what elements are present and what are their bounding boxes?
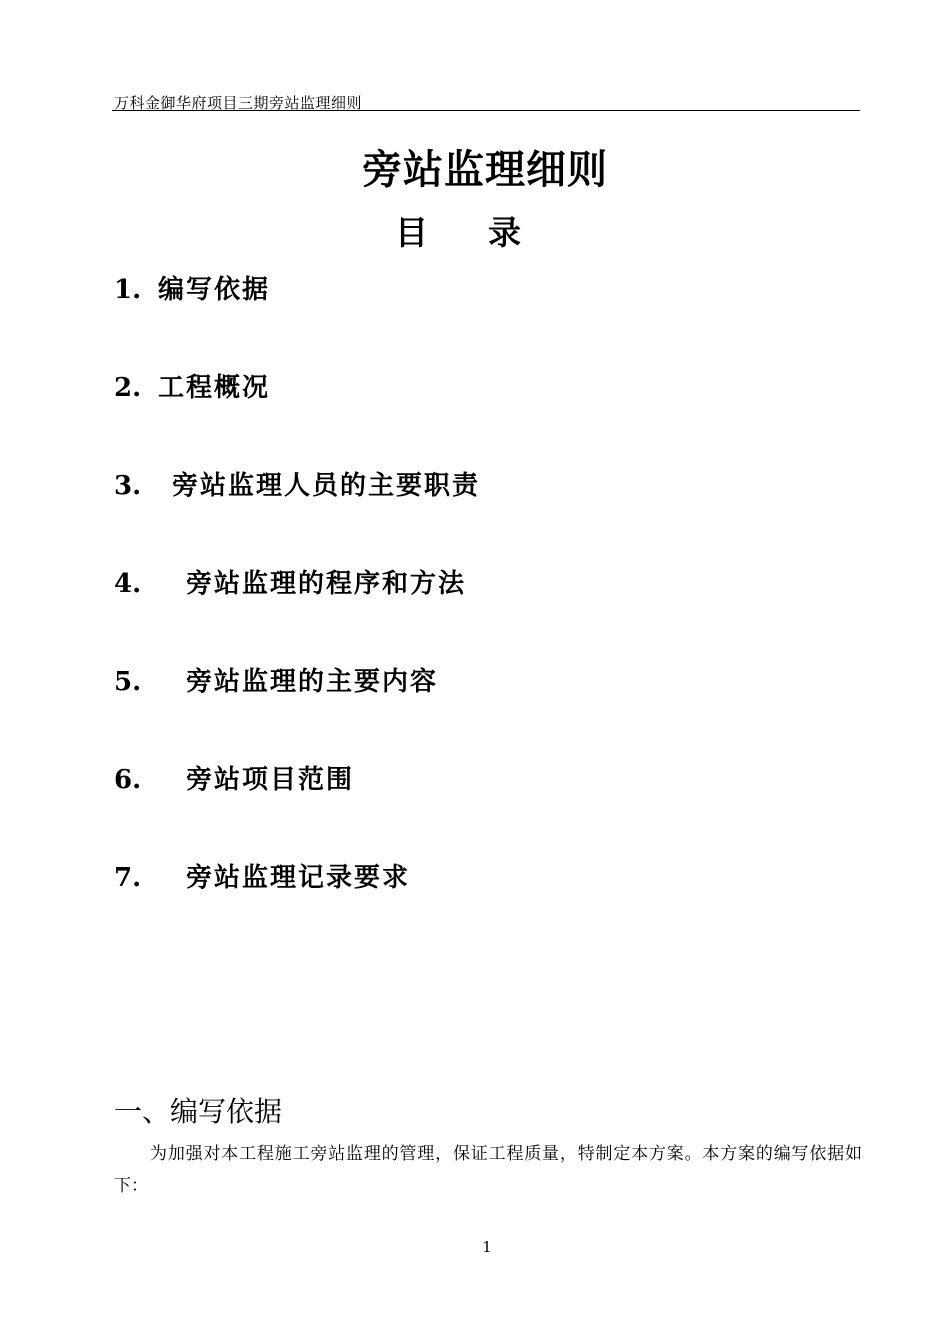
toc-heading: 目录 xyxy=(395,213,581,252)
toc-item-text: 旁站监理的主要内容 xyxy=(186,667,439,697)
toc-item xyxy=(114,465,480,502)
toc-item-text: 编写依据 xyxy=(158,275,271,305)
toc-item-text: 旁站项目范围 xyxy=(186,765,355,795)
toc-item-number: 7. xyxy=(114,863,142,893)
body-paragraph: 为加强对本工程施工旁站监理的管理，保证工程质量，特制定本方案。本方案的编写依据如下： xyxy=(114,1144,862,1196)
toc-item-number: 4. xyxy=(114,569,142,599)
toc-item-text: 旁站监理的程序和方法 xyxy=(186,569,467,599)
toc-item xyxy=(114,661,438,698)
toc-item xyxy=(114,367,270,404)
page-number: 1 xyxy=(482,1238,492,1256)
toc-item-number: 5. xyxy=(114,667,142,697)
toc-item-number: 3. xyxy=(114,471,142,501)
toc-item-text: 旁站监理人员的主要职责 xyxy=(172,471,481,501)
toc-item-number: 6. xyxy=(114,765,142,795)
toc-item-number: 1. xyxy=(114,275,142,305)
toc-item xyxy=(114,563,466,600)
toc-item xyxy=(114,759,354,796)
toc-item-number: 2. xyxy=(114,373,142,403)
toc-item-text: 旁站监理记录要求 xyxy=(186,863,411,893)
header-rule xyxy=(112,110,860,111)
section-heading: 一、编写依据 xyxy=(114,1095,283,1128)
toc-item xyxy=(114,857,410,894)
running-header: 万科金御华府项目三期旁站监理细则 xyxy=(114,94,363,112)
toc-item xyxy=(114,269,270,306)
toc-item-text: 工程概况 xyxy=(158,373,271,403)
document-title: 旁站监理细则 xyxy=(362,146,608,193)
